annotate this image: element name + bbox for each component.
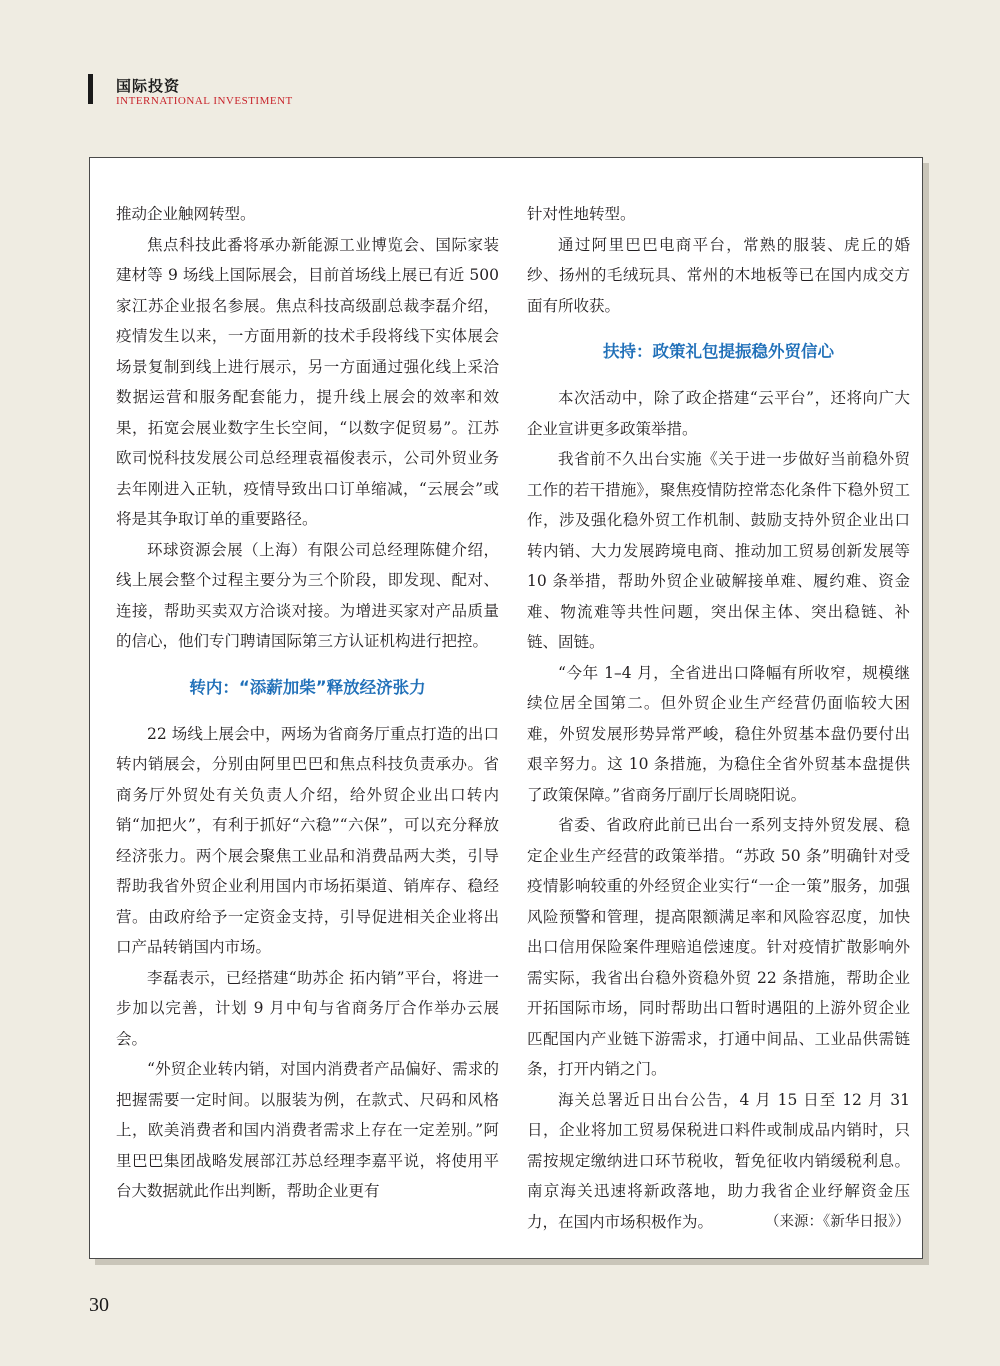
paragraph-text: 海关总署近日出台公告，4 月 15 日至 12 月 31 日，企业将加工贸易保税进口料件或制成品内销时，只需按规定缴纳进口环节税收，暂免征收内销缓税利息。南京海关迅速将新政落地，助力我省企业纾解资金压力，在国内市场积极作为。 [527,1090,910,1231]
section-heading: 扶持：政策礼包提振稳外贸信心 [603,342,834,361]
paragraph: 我省前不久出台实施《关于进一步做好当前稳外贸工作的若干措施》，聚焦疫情防控常态化条件下稳外贸工作，涉及强化稳外贸工作机制、鼓励支持外贸企业出口转内销、大力发展跨境电商、推动加工贸易创新发展等 10 条举措，帮助外贸企业破解接单难、履约难、资金难、物流难等共性问题，突出保主体、突出稳链、补链、固链。 [527,450,910,651]
paragraph: 推动企业触网转型。 [116,205,256,223]
paragraph: 通过阿里巴巴电商平台，常熟的服装、虎丘的婚纱、扬州的毛绒玩具、常州的木地板等已在国内成交方面有所收获。 [527,235,910,315]
paragraph: 李磊表示，已经搭建“助苏企 拓内销”平台，将进一步加以完善，计划 9 月中旬与省商务厅合作举办云展会。 [116,968,499,1048]
magazine-subtitle: INTERNATIONAL INVESTIMENT [116,95,293,107]
paragraph: 22 场线上展会中，两场为省商务厅重点打造的出口转内销展会，分别由阿里巴巴和焦点科技负责承办。省商务厅外贸处有关负责人介绍，给外贸企业出口转内销“加把火”，有利于抓好“六稳”“六保”，可以充分释放经济张力。两个展会聚焦工业品和消费品两大类，引导帮助我省外贸企业利用国内市场拓渠道、销库存、稳经营。由政府给予一定资金支持，引导促进相关企业将出口产品转销国内市场。 [116,724,499,956]
paragraph: 针对性地转型。 [527,205,636,223]
source-credit: （来源：《新华日报》） [765,1213,910,1230]
paragraph: “外贸企业转内销，对国内消费者产品偏好、需求的把握需要一定时间。以服装为例，在款式、尺码和风格上，欧美消费者和国内消费者需求上存在一定差别。”阿里巴巴集团战略发展部江苏总经理李嘉平说，将使用平台大数据就此作出判断，帮助企业更有 [116,1060,499,1200]
masthead-bar [88,74,93,104]
left-column [116,199,499,1207]
page-number: 30 [89,1294,109,1316]
right-column [527,199,910,1237]
article-panel [89,157,923,1259]
paragraph: “今年 1–4 月，全省进出口降幅有所收窄，规模继续位居全国第二。但外贸企业生产经营仍面临较大困难，外贸发展形势异常严峻，稳住外贸基本盘仍要付出艰辛努力。这 10 条措施，为稳住全省外贸基本盘提供了政策保障。”省商务厅副厅长周晓阳说。 [527,663,910,804]
paragraph: 焦点科技此番将承办新能源工业博览会、国际家装建材等 9 场线上国际展会，目前首场线上展已有近 500 家江苏企业报名参展。焦点科技高级副总裁李磊介绍，疫情发生以来，一方面用新的技术手段将线下实体展会场景复制到线上进行展示，另一方面通过强化线上采洽数据运营和服务配套能力，提升线上展会的效率和效果，拓宽会展业数字生长空间，“以数字促贸易”。江苏欧司悦科技发展公司总经理袁福俊表示，公司外贸业务去年刚进入正轨，疫情导致出口订单缩减，“云展会”或将是其争取订单的重要路径。 [116,235,499,528]
paragraph: 环球资源会展（上海）有限公司总经理陈健介绍，线上展会整个过程主要分为三个阶段，即发现、配对、连接，帮助买卖双方洽谈对接。为增进买家对产品质量的信心，他们专门聘请国际第三方认证机构进行把控。 [116,540,499,650]
paragraph: 省委、省政府此前已出台一系列支持外贸发展、稳定企业生产经营的政策举措。“苏政 50 条”明确针对受疫情影响较重的外经贸企业实行“一企一策”服务，加强风险预警和管理，提高限额满足率和风险容忍度，加快出口信用保险案件理赔追偿速度。针对疫情扩散影响外需实际，我省出台稳外资稳外贸 22 条措施，帮助企业开拓国际市场，同时帮助出口暂时遇阻的上游外贸企业匹配国内产业链下游需求，打通中间品、工业品供需链条，打开内销之门。 [527,816,910,1078]
paragraph [527,1085,910,1238]
paragraph: 本次活动中，除了政企搭建“云平台”，还将向广大企业宣讲更多政策举措。 [527,389,910,438]
section-heading: 转内：“添薪加柴”释放经济张力 [189,677,426,697]
magazine-title: 国际投资 [116,77,181,95]
